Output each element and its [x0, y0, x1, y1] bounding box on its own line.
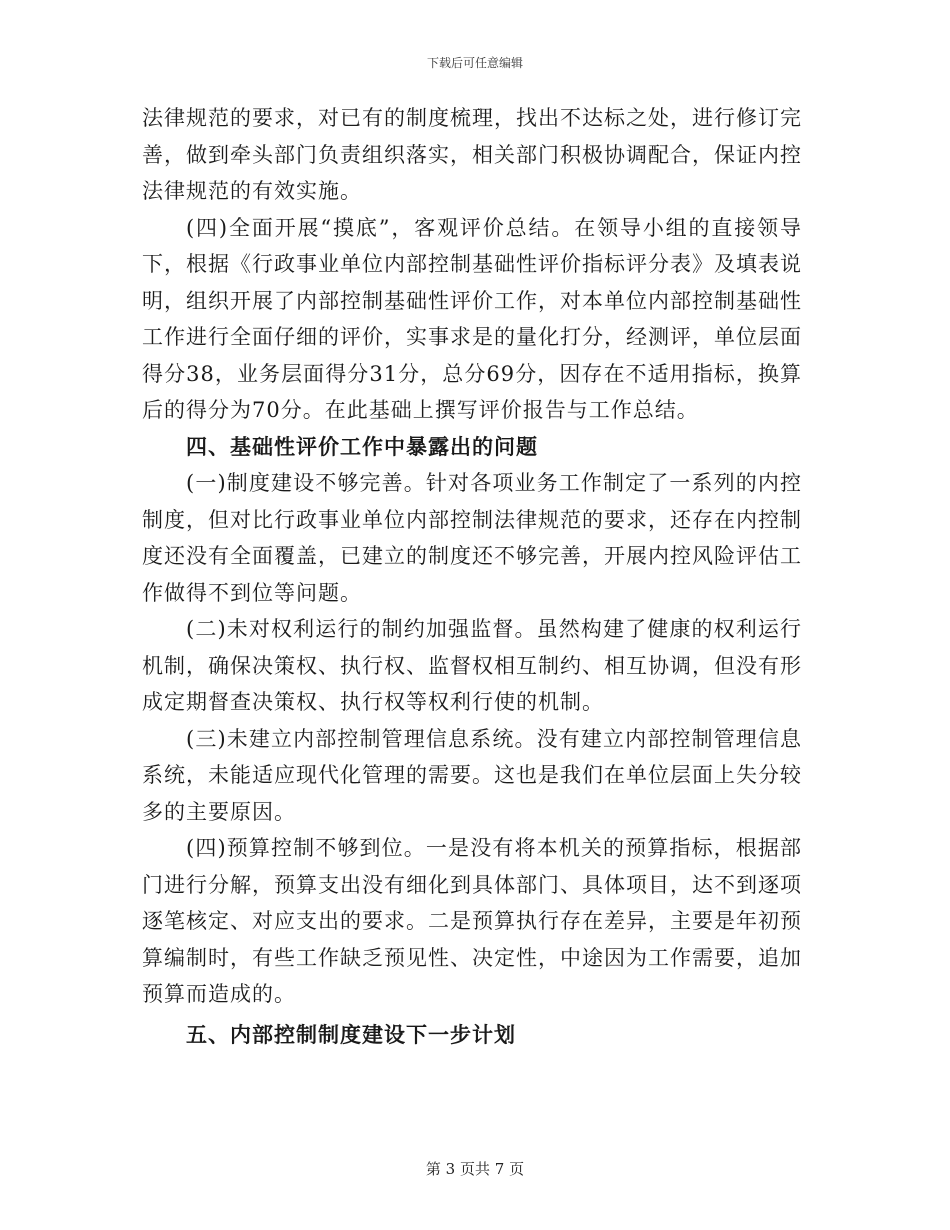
paragraph-problem-two: (二)未对权利运行的制约加强监督。虽然构建了健康的权利运行机制，确保决策权、执行权、监督权相互制约、相互协调，但没有形成定期督查决策权、执行权等权利行使的机制。	[142, 617, 802, 714]
paragraph-continuation: 法律规范的要求，对已有的制度梳理，找出不达标之处，进行修订完善，做到牵头部门负责组织落实，相关部门积极协调配合，保证内控法律规范的有效实施。	[142, 106, 802, 203]
section-heading-problems: 四、基础性评价工作中暴露出的问题	[186, 434, 538, 459]
paragraph-section-four-item: (四)全面开展“摸底”，客观评价总结。在领导小组的直接领导下，根据《行政事业单位内部控制基础性评价指标评分表》及填表说明，组织开展了内部控制基础性评价工作，对本单位内部控制基础性工作进行全面仔细的评价，实事求是的量化打分，经测评，单位层面得分38，业务层面得分31分，总分69分，因存在不适用指标，换算后的得分为70分。在此基础上撰写评价报告与工作总结。	[142, 215, 802, 422]
section-heading-next-plan: 五、内部控制制度建设下一步计划	[186, 1022, 516, 1047]
paragraph-problem-three: (三)未建立内部控制管理信息系统。没有建立内部控制管理信息系统，未能适应现代化管理的需要。这也是我们在单位层面上失分较多的主要原因。	[142, 726, 802, 824]
page-header-note: 下载后可任意编辑	[426, 56, 523, 70]
document-body	[142, 100, 802, 1053]
page-number: 第 3 页共 7 页	[425, 1160, 525, 1178]
paragraph-problem-four: (四)预算控制不够到位。一是没有将本机关的预算指标，根据部门进行分解，预算支出没有细化到具体部门、具体项目，达不到逐项逐笔核定、对应支出的要求。二是预算执行存在差异，主要是年初预算编制时，有些工作缺乏预见性、决定性，中途因为工作需要，追加预算而造成的。	[142, 836, 802, 1006]
paragraph-problem-one: (一)制度建设不够完善。针对各项业务工作制定了一系列的内控制度，但对比行政事业单位内部控制法律规范的要求，还存在内控制度还没有全面覆盖，已建立的制度还不够完善，开展内控风险评估工作做得不到位等问题。	[142, 471, 802, 605]
